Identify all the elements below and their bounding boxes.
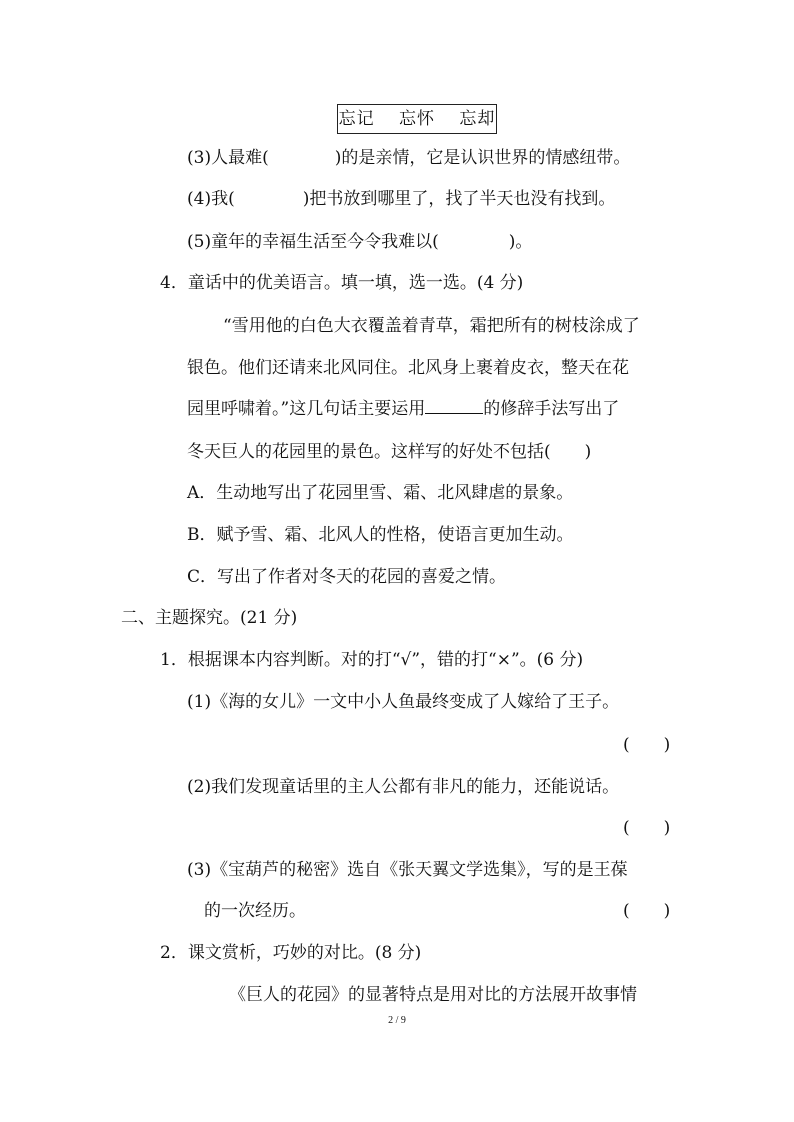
answer-parentheses[interactable]: ( ) bbox=[623, 901, 671, 921]
q4-option-a[interactable]: A．生动地写出了花园里雪、霜、北风肆虐的景象。 bbox=[187, 483, 574, 503]
word-option: 忘却 bbox=[459, 109, 496, 129]
page-number: 2 / 9 bbox=[388, 1015, 406, 1026]
q3-item-5-text: (5)童年的幸福生活至今令我难以( bbox=[187, 232, 439, 252]
s2-q1-heading: 1．根据课本内容判断。对的打“√”，错的打“×”。(6 分) bbox=[160, 650, 584, 670]
section-2-heading: 二、主题探究。(21 分) bbox=[121, 608, 298, 628]
s2-q1-item-2: (2)我们发现童话里的主人公都有非凡的能力，还能说话。 bbox=[187, 777, 620, 797]
q4-option-c[interactable]: C．写出了作者对冬天的花园的喜爱之情。 bbox=[187, 567, 507, 587]
q4-option-b[interactable]: B．赋予雪、霜、北风人的性格，使语言更加生动。 bbox=[187, 525, 574, 545]
q4-paragraph-line: “雪用他的白色大衣覆盖着青草，霜把所有的树枝涂成了 bbox=[223, 316, 640, 336]
q3-item-5 bbox=[187, 230, 532, 254]
s2-q2-heading: 2．课文赏析，巧妙的对比。(8 分) bbox=[160, 943, 422, 963]
q3-item-3-text-end: )的是亲情，它是认识世界的情感纽带。 bbox=[334, 148, 631, 168]
q3-item-3-text: (3)人最难( bbox=[187, 148, 269, 168]
q4-paragraph-line bbox=[187, 397, 619, 421]
word-option: 忘记 bbox=[338, 109, 375, 129]
q4-heading: 4．童话中的优美语言。填一填，选一选。(4 分) bbox=[160, 273, 524, 293]
s2-q1-item-3: (3)《宝葫芦的秘密》选自《张天翼文学选集》，写的是王葆 bbox=[187, 860, 628, 880]
s2-q2-paragraph-line: 《巨人的花园》的显著特点是用对比的方法展开故事情 bbox=[229, 985, 637, 1005]
q4-paragraph-line: 冬天巨人的花园里的景色。这样写的好处不包括( ) bbox=[187, 442, 592, 462]
q3-item-4 bbox=[187, 187, 615, 211]
fill-in-blank-underline[interactable] bbox=[425, 398, 483, 414]
q3-item-4-text: (4)我( bbox=[187, 189, 235, 209]
answer-parentheses[interactable]: ( ) bbox=[623, 735, 671, 755]
q4-paragraph-line: 银色。他们还请来北风同住。北风身上裹着皮衣，整天在花 bbox=[187, 358, 629, 378]
q3-item-4-text-end: )把书放到哪里了，找了半天也没有找到。 bbox=[302, 189, 616, 209]
q3-item-3 bbox=[187, 146, 630, 170]
s2-q1-item-3-cont: 的一次经历。 bbox=[204, 901, 306, 921]
word-option: 忘怀 bbox=[399, 109, 435, 129]
word-choice-box bbox=[337, 104, 497, 134]
s2-q1-item-1: (1)《海的女儿》一文中小人鱼最终变成了人嫁给了王子。 bbox=[187, 692, 620, 712]
q4-paragraph-text: 园里呼啸着。”这几句话主要运用 bbox=[187, 399, 426, 419]
q3-item-5-text-end: )。 bbox=[508, 232, 533, 252]
answer-parentheses[interactable]: ( ) bbox=[623, 818, 671, 838]
q4-paragraph-text-end: 的修辞手法写出了 bbox=[483, 399, 620, 419]
